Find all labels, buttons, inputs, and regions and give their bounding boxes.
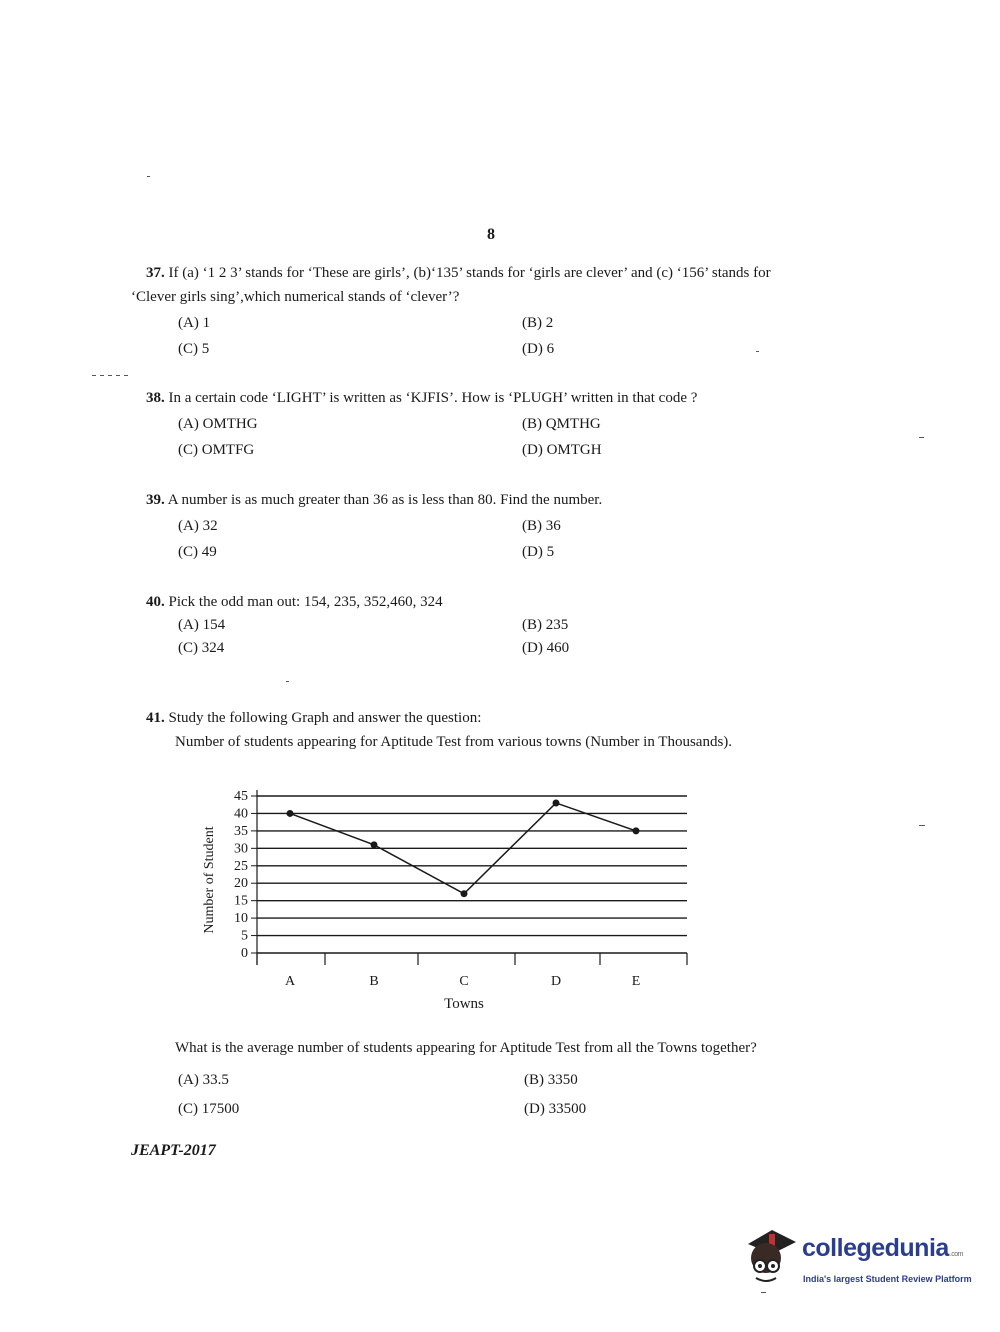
option-a: (A) 32 [178, 518, 218, 534]
question-number: 38. [146, 390, 165, 406]
y-tick-label: 20 [234, 876, 248, 892]
y-tick-label: 40 [234, 806, 248, 822]
y-tick-label: 30 [234, 841, 248, 857]
option-c: (C) 49 [178, 544, 217, 560]
question-text: Pick the odd man out: 154, 235, 352,460, 324 [168, 594, 443, 610]
question-39 [146, 492, 602, 509]
x-tick-label: D [550, 974, 562, 989]
data-point [553, 799, 560, 806]
option-d: (D) 460 [522, 640, 570, 656]
question-38 [146, 390, 697, 407]
y-tick-label: 5 [241, 928, 248, 944]
sub-question: What is the average number of students appearing for Aptitude Test from all the Towns together? [175, 1040, 757, 1056]
y-tick-label: 15 [234, 893, 248, 909]
question-41 [146, 710, 481, 727]
option-c: (C) OMTFG [178, 442, 255, 458]
question-text: If (a) ‘1 2 3’ stands for ‘These are girls’, (b)‘135’ stands for ‘girls are clever’ and (c) ‘156’ stands for [168, 265, 771, 281]
option-a: (A) OMTHG [178, 416, 258, 432]
y-tick-label: 25 [234, 858, 248, 874]
collegedunia-logo [742, 1226, 972, 1296]
option-a: (A) 33.5 [178, 1072, 229, 1088]
question-text: In a certain code ‘LIGHT’ is written as ‘KJFIS’. How is ‘PLUGH’ written in that code ? [168, 390, 698, 406]
option-b: (B) 2 [522, 315, 554, 331]
question-number: 37. [146, 265, 165, 281]
x-tick-label: B [369, 974, 379, 989]
data-point [461, 890, 468, 897]
data-point [371, 841, 378, 848]
mascot-icon [742, 1226, 800, 1286]
option-b: (B) 235 [522, 617, 569, 633]
chart-caption: Number of students appearing for Aptitude Test from various towns (Number in Thousands). [175, 734, 733, 750]
option-b: (B) 3350 [524, 1072, 578, 1088]
data-point [287, 810, 294, 817]
x-tick-label: C [459, 974, 469, 989]
question-text: Study the following Graph and answer the question: [168, 710, 482, 726]
option-b: (B) 36 [522, 518, 561, 534]
option-d: (D) 6 [522, 341, 555, 357]
question-number: 39. [146, 492, 165, 508]
option-d: (D) 5 [522, 544, 555, 560]
x-tick-label: E [631, 974, 641, 989]
option-c: (C) 17500 [178, 1101, 240, 1117]
question-37 [146, 265, 771, 282]
brand-tagline: India's largest Student Review Platform [803, 1274, 972, 1284]
x-axis-label: Towns [444, 996, 484, 1012]
option-b: (B) QMTHG [522, 416, 601, 432]
question-number: 40. [146, 594, 165, 610]
line-chart [195, 780, 700, 1020]
question-40 [146, 594, 443, 611]
page-number: 8 [487, 226, 495, 243]
option-c: (C) 324 [178, 640, 225, 656]
exam-code: JEAPT-2017 [131, 1142, 216, 1159]
option-a: (A) 154 [178, 617, 226, 633]
option-c: (C) 5 [178, 341, 210, 357]
data-point [633, 827, 640, 834]
option-d: (D) OMTGH [522, 442, 602, 458]
y-tick-label: 0 [241, 946, 248, 961]
brand-name: collegedunia [802, 1234, 949, 1262]
option-a: (A) 1 [178, 315, 211, 331]
option-d: (D) 33500 [524, 1101, 587, 1117]
question-number: 41. [146, 710, 165, 726]
y-tick-label: 35 [234, 823, 248, 839]
question-text-continued: ‘Clever girls sing’,which numerical stands of ‘clever’? [131, 289, 460, 305]
y-axis-label: Number of Student [202, 826, 217, 934]
y-tick-label: 10 [234, 911, 248, 927]
question-text: A number is as much greater than 36 as is less than 80. Find the number. [167, 492, 603, 508]
y-tick-label: 45 [234, 789, 248, 804]
x-tick-label: A [284, 974, 296, 989]
brand-suffix: .com [949, 1251, 963, 1258]
